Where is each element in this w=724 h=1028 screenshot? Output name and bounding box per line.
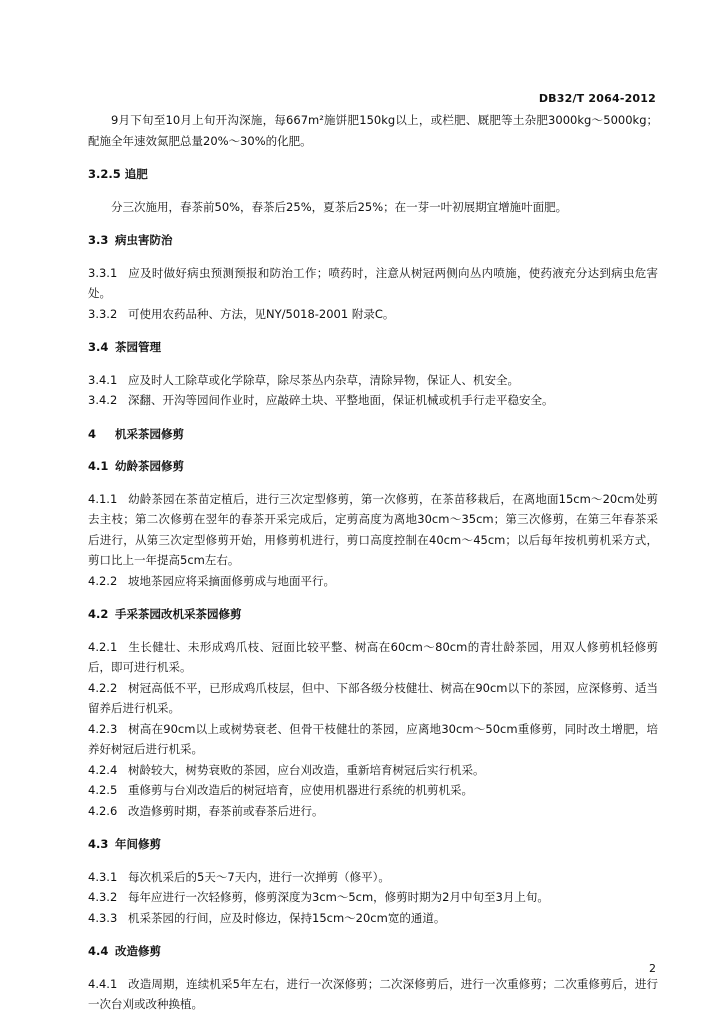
clause-number: 4.2.1 — [88, 639, 118, 654]
clause-4-1-1 — [88, 489, 658, 571]
clause-number: 3.4.2 — [88, 393, 118, 407]
clause-4-2-3 — [88, 719, 658, 760]
clause-text: 每年应进行一次轻修剪，修剪深度为3cm～5cm，修剪时期为2月中旬至3月上旬。 — [128, 890, 549, 904]
section-number: 4.4 — [88, 944, 109, 958]
section-number: 3.2.5 — [88, 167, 121, 181]
section-heading-4-3 — [88, 834, 658, 855]
clause-group — [88, 867, 658, 929]
clause-4-3-3 — [88, 908, 658, 929]
clause-number: 4.2.3 — [88, 721, 118, 736]
clause-number: 3.3.2 — [88, 306, 118, 321]
clause-number: 4.3.3 — [88, 910, 118, 925]
section-title: 手采茶园改机采茶园修剪 — [115, 607, 242, 621]
clause-number: 4.2.4 — [88, 762, 118, 777]
clause-4-2-5 — [88, 780, 658, 801]
section-title: 病虫害防治 — [115, 233, 173, 247]
section-title: 机采茶园修剪 — [115, 426, 185, 441]
clause-text: 应及时做好病虫预测预报和防治工作；喷药时，注意从树冠两侧向丛内喷施，使药液充分达到病虫危害处。 — [88, 265, 658, 300]
clause-4-3-1 — [88, 867, 658, 888]
paragraph: 9月下旬至10月上旬开沟深施，每667m²施饼肥150kg以上，或栏肥、厩肥等土杂肥3000kg～5000kg；配施全年速效氮肥总量20%～30%的化肥。 — [88, 113, 658, 148]
clause-text: 深翻、开沟等园间作业时，应敲碎土块、平整地面，保证机械或机手行走平稳安全。 — [128, 393, 554, 407]
section-number: 4.2 — [88, 607, 109, 621]
clause-text: 树龄较大，树势衰败的茶园，应台刈改造，重新培育树冠后实行机采。 — [128, 762, 485, 777]
section-number: 4 — [88, 426, 97, 441]
clause-group — [88, 263, 658, 325]
clause-group — [88, 370, 658, 411]
document-body — [88, 110, 658, 1028]
clause-text: 可使用农药品种、方法，见NY/5018-2001 附录C。 — [128, 306, 395, 321]
section-heading-4-1 — [88, 456, 658, 477]
clause-group — [88, 489, 658, 592]
clause-number: 4.1.1 — [88, 491, 118, 506]
section-title: 茶园管理 — [115, 340, 162, 354]
clause-text: 重修剪与台刈改造后的树冠培育，应使用机器进行系统的机剪机采。 — [128, 783, 473, 797]
clause-text: 机采茶园的行间，应及时修边，保持15cm～20cm宽的通道。 — [128, 910, 446, 925]
clause-text: 生长健壮、未形成鸡爪枝、冠面比较平整、树高在60cm～80cm的青壮龄茶园，用双人修剪机轻修剪后，即可进行机采。 — [88, 639, 658, 674]
clause-text: 树高在90cm以上或树势衰老、但骨干枝健壮的茶园，应离地30cm～50cm重修剪，同时改土增肥，培养好树冠后进行机采。 — [88, 721, 658, 756]
paragraph: 分三次施用，春茶前50%，春茶后25%，夏茶后25%；在一芽一叶初展期宜增施叶面肥。 — [111, 199, 568, 214]
section-title: 改造修剪 — [115, 944, 162, 958]
clause-number: 4.2.2 — [88, 573, 118, 588]
section-number: 3.3 — [88, 233, 109, 247]
clause-number: 4.3.2 — [88, 890, 118, 904]
section-title: 年间修剪 — [115, 837, 162, 851]
clause-number: 4.3.1 — [88, 869, 118, 884]
clause-4-2-1 — [88, 637, 658, 678]
clause-4-3-2 — [88, 887, 658, 908]
section-heading-3-4 — [88, 337, 658, 358]
clause-3-3-2 — [88, 304, 658, 325]
clause-number: 3.3.1 — [88, 265, 118, 280]
clause-group — [88, 637, 658, 822]
section-heading-3-3 — [88, 230, 658, 251]
section-heading-4-2 — [88, 604, 658, 625]
clause-4-2-4 — [88, 760, 658, 781]
standard-code: DB32/T 2064-2012 — [538, 92, 656, 105]
clause-number: 4.2.5 — [88, 783, 118, 797]
clause-number: 4.2.6 — [88, 803, 118, 818]
clause-4-2-2 — [88, 678, 658, 719]
clause-4-4-1 — [88, 974, 658, 1015]
section-number: 4.3 — [88, 837, 109, 851]
clause-text: 每次机采后的5天～7天内，进行一次掸剪（修平）。 — [128, 869, 390, 884]
section-title: 幼龄茶园修剪 — [115, 459, 185, 473]
clause-text: 改造修剪时期，春茶前或春茶后进行。 — [128, 803, 324, 818]
clause-text: 坡地茶园应将采摘面修剪成与地面平行。 — [128, 573, 335, 588]
section-heading-3-2-5 — [88, 164, 658, 185]
section-heading-4-4 — [88, 941, 658, 962]
clause-number: 4.2.2 — [88, 680, 118, 695]
clause-text: 应及时人工除草或化学除草，除尽茶丛内杂草，清除异物，保证人、机安全。 — [128, 372, 519, 387]
clause-4-2-2-slope — [88, 571, 658, 592]
clause-text: 幼龄茶园在茶苗定植后，进行三次定型修剪，第一次修剪，在茶苗移栽后，在离地面15cm～20cm处剪去主枝；第二次修剪在翌年的春茶开采完成后，定剪高度为离地30cm～35cm；第三次修剪，在第三年春茶采后进行，从第三次定型修剪开始，用修剪机进行，剪口高度控制在40cm～45cm；以后每年按机剪机采方式，剪口比上一年提高5cm左右。 — [88, 491, 658, 567]
clause-3-4-2 — [88, 390, 658, 411]
clause-3-3-1 — [88, 263, 658, 304]
section-heading-4 — [88, 424, 658, 445]
clause-number: 4.4.1 — [88, 976, 118, 991]
clause-text: 树冠高低不平，已形成鸡爪枝层，但中、下部各级分枝健壮、树高在90cm以下的茶园，应深修剪、适当留养后进行机采。 — [88, 680, 658, 715]
clause-3-4-1 — [88, 370, 658, 391]
clause-text: 改造周期，连续机采5年左右，进行一次深修剪；二次深修剪后，进行一次重修剪；二次重修剪后，进行一次台刈或改种换植。 — [88, 976, 658, 1011]
page-number: 2 — [649, 962, 656, 975]
clause-4-2-6 — [88, 801, 658, 822]
clause-number: 3.4.1 — [88, 372, 118, 387]
clause-group — [88, 974, 658, 1015]
section-number: 3.4 — [88, 340, 109, 354]
section-number: 4.1 — [88, 459, 109, 473]
section-title: 追肥 — [124, 167, 148, 181]
